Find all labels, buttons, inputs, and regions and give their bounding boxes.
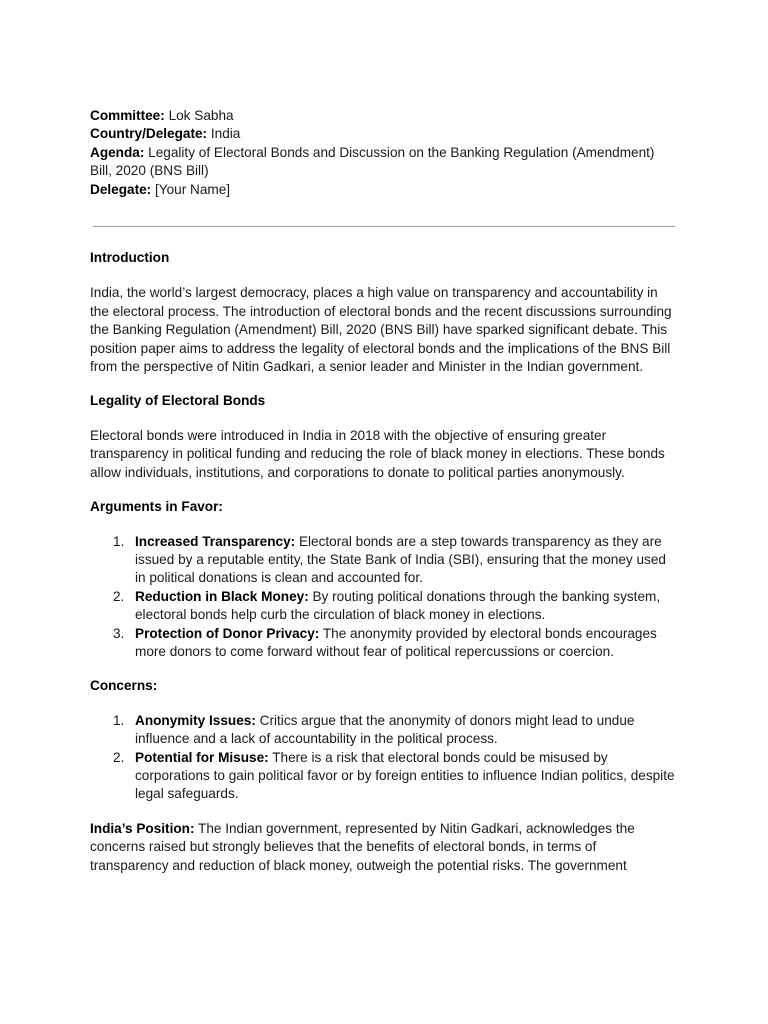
country-label: Country/Delegate: [90,126,208,142]
item-text: There is a risk that electoral bonds could be misused by corporations to gain political favor or by foreign entities to influence Indian politics, despite legal safeguards. [135,749,675,802]
list-item: 1. Anonymity Issues: Critics argue that the anonymity of donors might lead to undue influence and a lack of accountability in the political process. [113,712,635,747]
item-text: By routing political donations through the banking system, electoral bonds help curb the circulation of black money in elections. [135,588,661,623]
delegate-line [90,181,678,199]
agenda-line [90,144,678,181]
position-paragraph [90,820,678,875]
introduction-heading: Introduction [90,250,170,266]
legality-heading: Legality of Electoral Bonds [90,393,266,409]
concerns-list [90,712,678,804]
committee-value: Lok Sabha [168,108,234,123]
concerns-heading: Concerns: [90,678,158,694]
arguments-list [90,533,678,662]
country-line [90,125,678,143]
item-label: Reduction in Black Money: [135,588,309,604]
list-item: 2. Potential for Misuse: There is a risk that electoral bonds could be misused by corporations to gain political favor or by foreign entities to influence Indian politics, despite legal safeguards. [113,749,675,802]
position-label: India’s Position: [90,820,195,836]
committee-label: Committee: [90,108,165,123]
item-text: Critics argue that the anonymity of donors might lead to undue influence and a lack of accountability in the political process. [135,712,635,747]
committee-line [90,107,678,125]
item-label: Anonymity Issues: [135,712,256,728]
item-text: Electoral bonds are a step towards transparency as they are issued by a reputable entity, the State Bank of India (SBI), ensuring that the money used in political donations is clean and accounted for. [135,533,666,586]
item-label: Increased Transparency: [135,533,296,549]
item-label: Protection of Donor Privacy: [135,625,320,641]
agenda-label: Agenda: [90,144,145,160]
country-value: India [210,126,241,142]
arguments-heading: Arguments in Favor: [90,499,223,515]
list-item: 2. Reduction in Black Money: By routing political donations through the banking system, electoral bonds help curb the circulation of black money in elections. [113,588,661,623]
agenda-value: Legality of Electoral Bonds and Discussion on the Banking Regulation (Amendment) Bill, 2020 (BNS Bill) [90,144,655,179]
list-item: 1. Increased Transparency: Electoral bonds are a step towards transparency as they are issued by a reputable entity, the State Bank of India (SBI), ensuring that the money used in political donations is clean and accounted for. [113,533,666,586]
list-item: 3. Protection of Donor Privacy: The anonymity provided by electoral bonds encourages more donors to come forward without fear of political repercussions or coercion. [113,625,657,659]
item-label: Potential for Misuse: [135,749,269,765]
position-text: The Indian government, represented by Nitin Gadkari, acknowledges the concerns raised but strongly believes that the benefits of electoral bonds, in terms of transparency and reduction of black money, outweigh the potential risks. The government [90,820,635,873]
delegate-label: Delegate: [90,181,152,197]
delegate-value: [Your Name] [154,181,231,197]
introduction-paragraph: India, the world’s largest democracy, places a high value on transparency and accountability in the electoral process. The introduction of electoral bonds and the recent discussions surrounding the Banking Regulation (Amendment) Bill, 2020 (BNS Bill) have sparked significant debate. This position paper aims to address the legality of electoral bonds and the implications of the BNS Bill from the perspective of Nitin Gadkari, a senior leader and Minister in the Indian government. [90,285,672,375]
legality-paragraph: Electoral bonds were introduced in India in 2018 with the objective of ensuring greater transparency in political funding and reducing the role of black money in elections. These bonds allow individuals, institutions, and corporations to donate to political parties anonymously. [90,427,665,480]
item-text: The anonymity provided by electoral bonds encourages more donors to come forward without fear of political repercussions or coercion. [135,625,657,659]
document-page [90,107,678,875]
horizontal-divider [93,226,675,227]
